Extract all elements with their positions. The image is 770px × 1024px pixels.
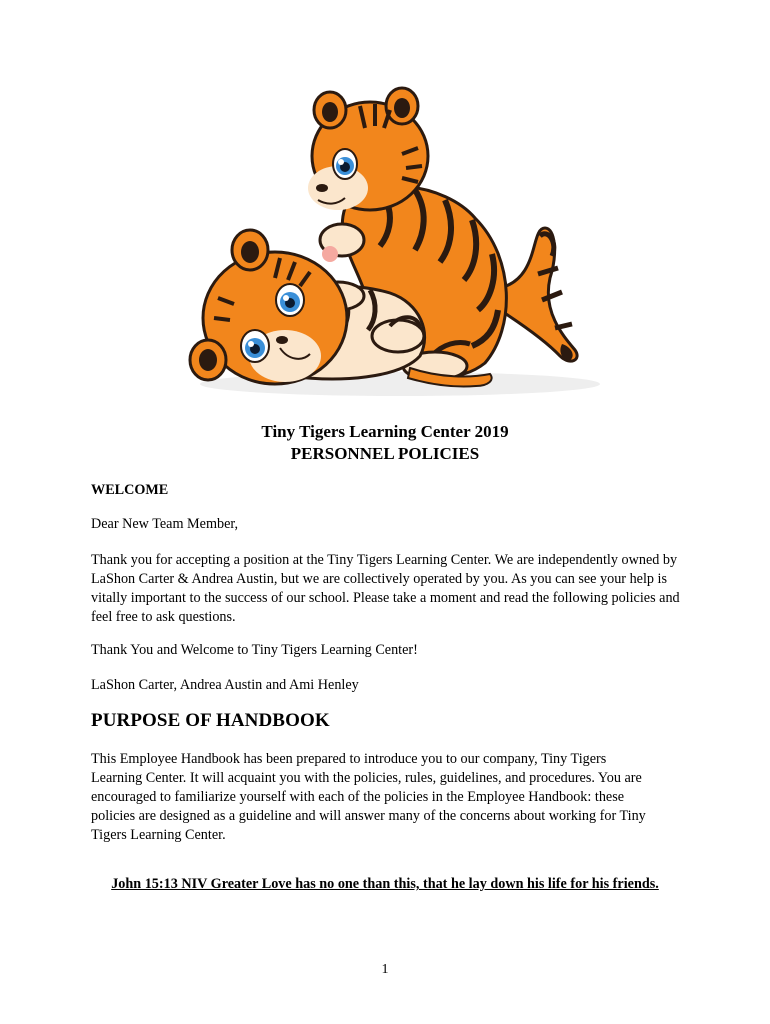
purpose-paragraph: This Employee Handbook has been prepared to introduce you to our company, Tiny Tigers Learning Center. It will acquaint you with the policies, rules, guidelines, and procedures. You are encouraged to familiarize yourself with each of the policies in the Employee Handbook: these policies are designed as a guideline and will answer many of the concerns about working for Tiny Tigers Learning Center. [91, 751, 646, 843]
title-line-1: Tiny Tigers Learning Center 2019 [261, 422, 509, 441]
signers: LaShon Carter, Andrea Austin and Ami Henley [91, 677, 359, 693]
section-heading-purpose: PURPOSE OF HANDBOOK [91, 710, 330, 731]
welcome-heading: WELCOME [91, 482, 169, 498]
intro-paragraph: Thank you for accepting a position at the Tiny Tigers Learning Center. We are independently owned by LaShon Carter & Andrea Austin, but we are collectively operated by you. As you can see your help is vitally important to the success of our school. Please take a moment and read the following policies and feel free to ask questions. [91, 552, 680, 625]
page-number: 1 [381, 962, 389, 977]
bible-verse: John 15:13 NIV Greater Love has no one than this, that he lay down his life for his friends. [111, 876, 659, 892]
document-title [0, 421, 770, 465]
thanks-line: Thank You and Welcome to Tiny Tigers Learning Center! [91, 642, 418, 658]
tiger-cubs-illustration [170, 78, 600, 400]
greeting: Dear New Team Member, [91, 516, 239, 532]
title-line-2: PERSONNEL POLICIES [290, 444, 480, 463]
